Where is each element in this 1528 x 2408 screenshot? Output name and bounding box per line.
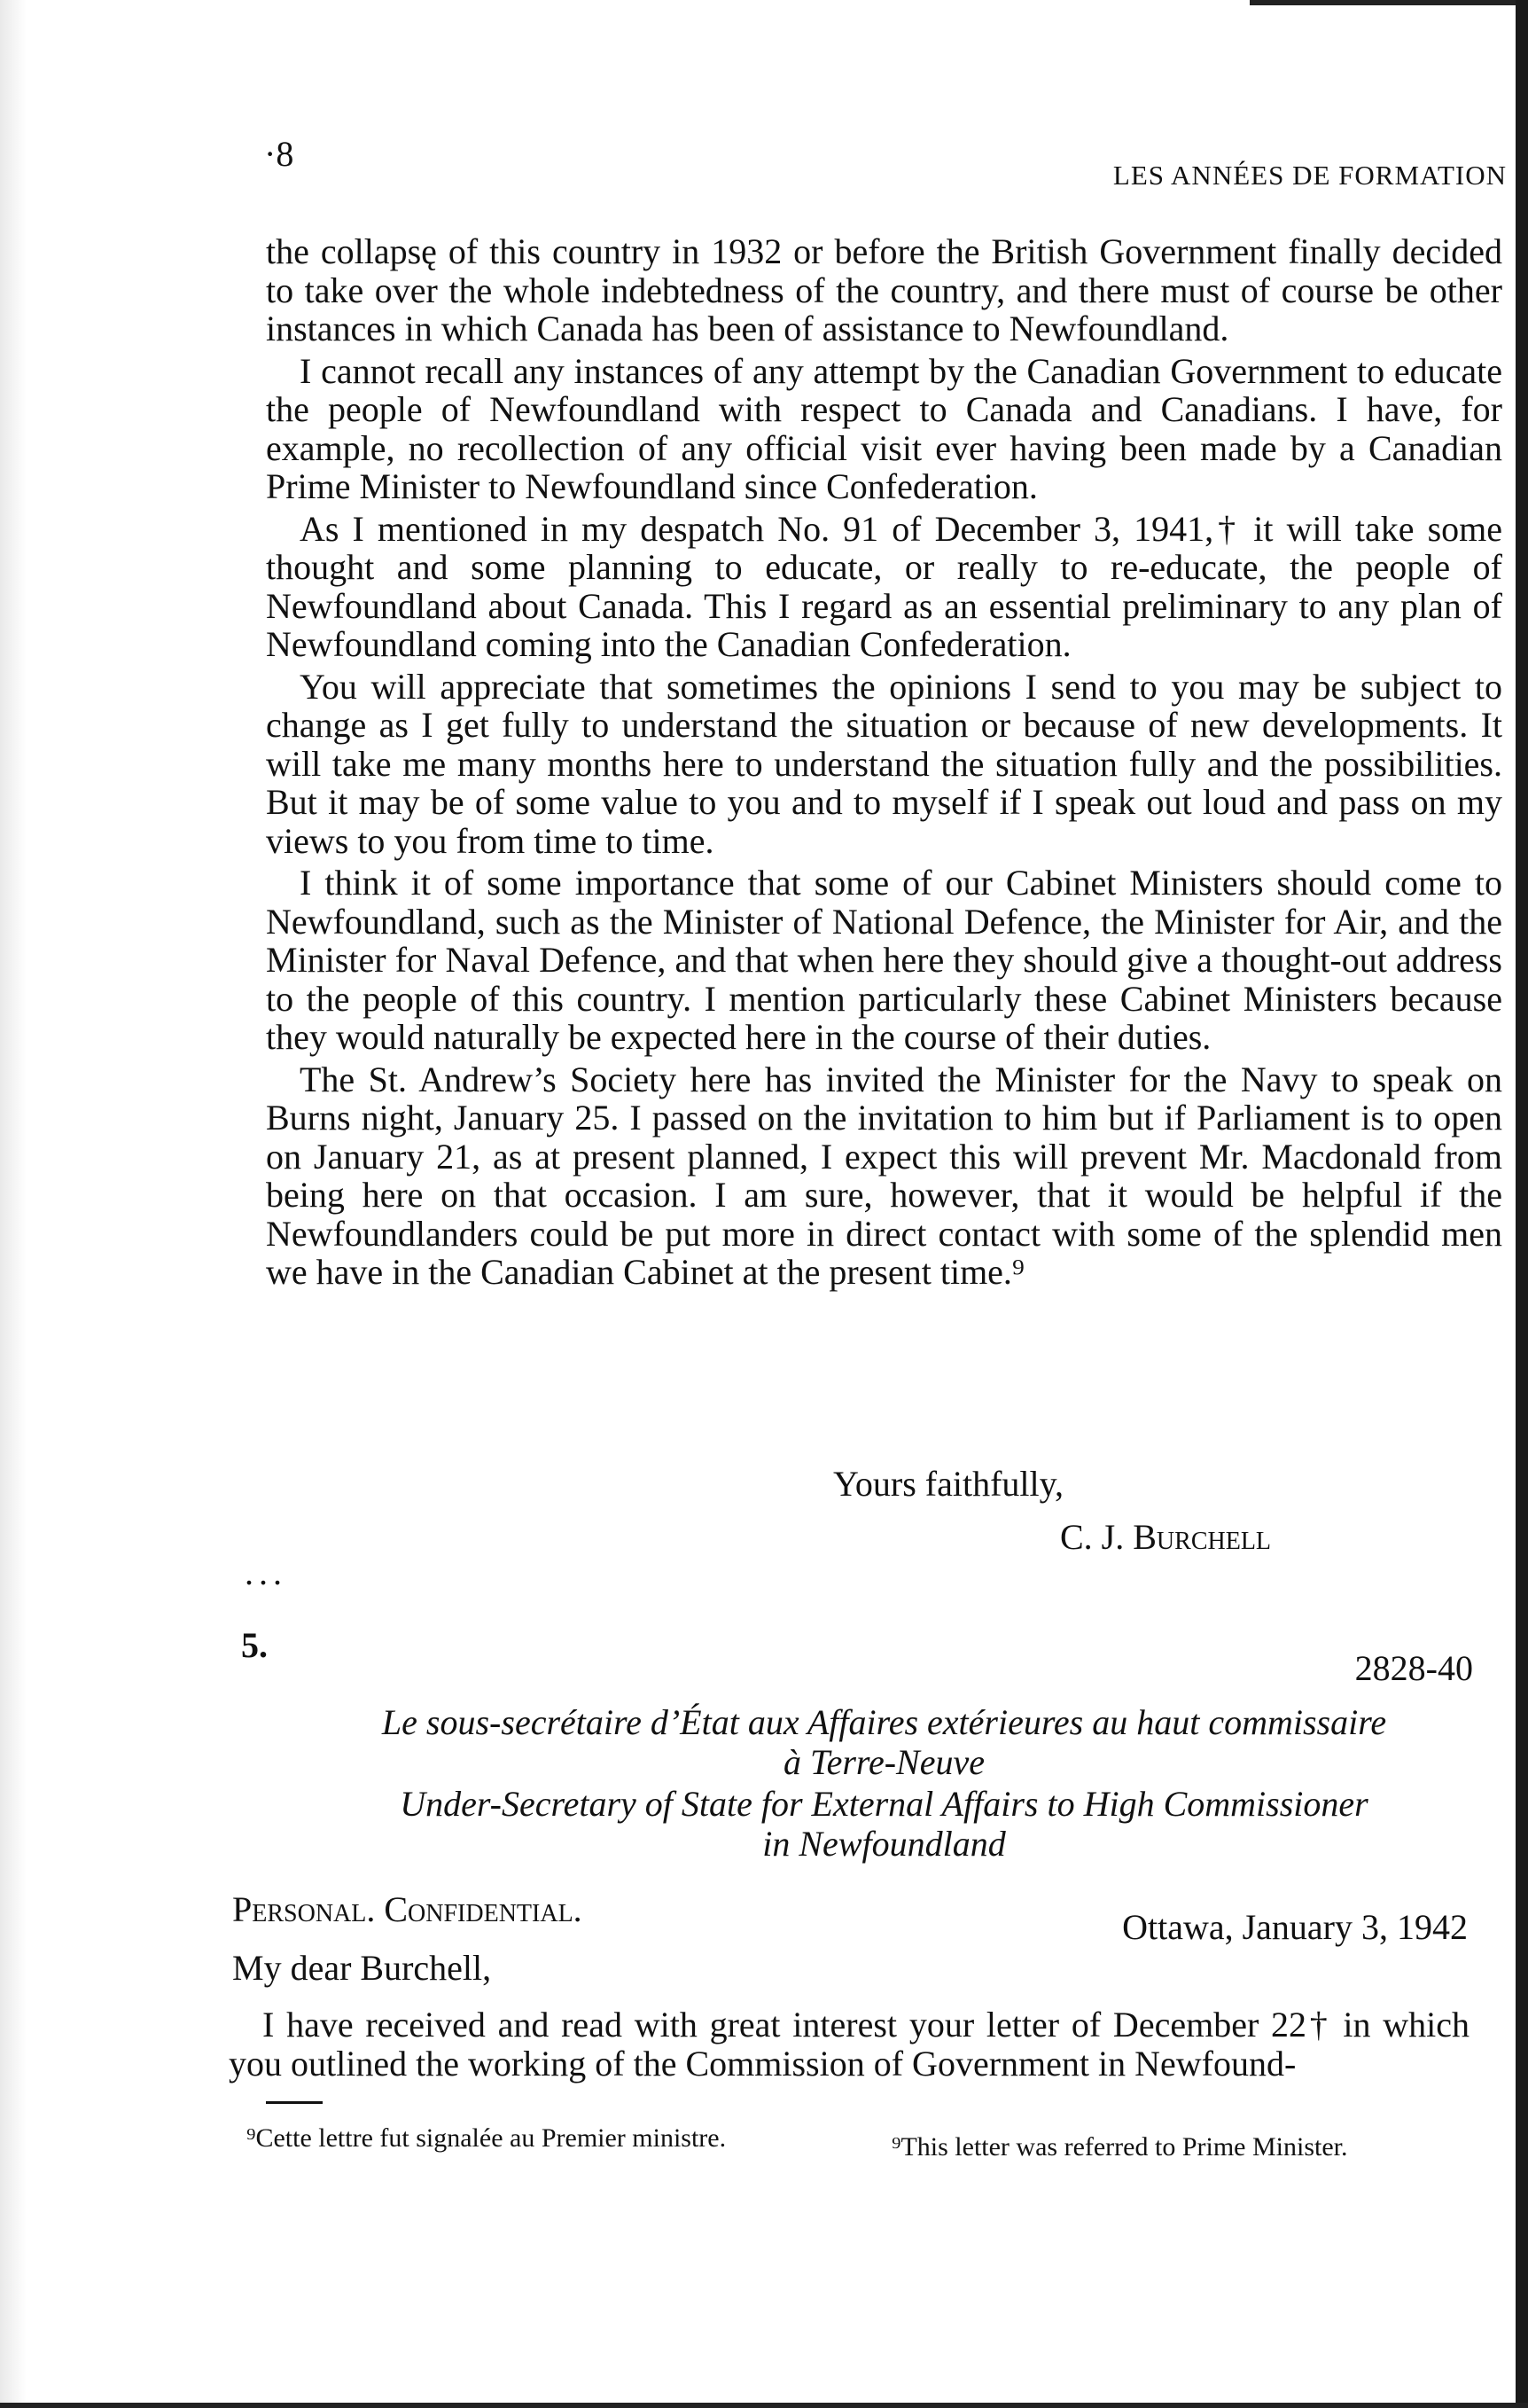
footnote-english: ⁹This letter was referred to Prime Minister.: [892, 2132, 1348, 2162]
footnote-french: ⁹Cette lettre fut signalée au Premier ministre.: [246, 2123, 727, 2153]
paragraph-6: The St. Andrew’s Society here has invited the Minister for the Navy to speak on Burns night, January 25. I passed on the invitation to him but if Parliament is to open on January 21, as at present planned, I expect this will prevent Mr. Macdonald from being here on that occasion. I am sure, however, that it would be helpful if the Newfoundlanders could be put more in direct contact with some of the splendid men we have in the Canadian Cabinet at the present time.⁹: [266, 1059, 1502, 1292]
letter-signature: C. J. Burchell: [1060, 1517, 1272, 1557]
heading-english: [266, 1784, 1502, 1864]
letter-body: [266, 232, 1502, 1295]
letter-2-paragraph-1: I have received and read with great interest your letter of December 22† in which you outlined the working of the Commission of Government in Newfound-: [229, 2005, 1470, 2084]
paragraph-1: the collapsę of this country in 1932 or before the British Government finally decided to take over the whole indebtedness of the country, and there must of course be other instances in which Canada has been of assistance to Newfoundland.: [266, 231, 1502, 348]
scan-edge-left: [0, 0, 27, 2408]
page-number: ·8: [264, 134, 294, 174]
document-number: 5.: [241, 1625, 268, 1665]
paragraph-3: As I mentioned in my despatch No. 91 of December 3, 1941,† it will take some thought and some planning to educate, or really to re-educate, the people of Newfoundland about Canada. This I regard as an essential preliminary to any plan of Newfoundland coming into the Canadian Confederation.: [266, 508, 1502, 664]
letter-2-body: [229, 2005, 1470, 2084]
scan-edge-right: [1516, 0, 1528, 2408]
salutation: My dear Burchell,: [232, 1948, 492, 1988]
scan-edge-top: [1250, 0, 1516, 5]
heading-french-line-2: à Terre-Neuve: [783, 1742, 985, 1782]
letter-closing: Yours faithfully,: [833, 1464, 1064, 1504]
running-head: LES ANNÉES DE FORMATION: [1112, 160, 1507, 191]
heading-french: [266, 1702, 1502, 1782]
paragraph-5: I think it of some importance that some of our Cabinet Ministers should come to Newfoundland, such as the Minister of National Defence, the Minister for Air, and the Minister for Naval Defence, and that when here they should give a thought-out address to the people of this country. I mention particularly these Cabinet Ministers because they would naturally be expected here in the course of their duties.: [266, 863, 1502, 1057]
paragraph-4: You will appreciate that sometimes the opinions I send to you may be subject to change as I get fully to understand the situation or because of new developments. It will take me many months here to understand the situation fully and the possibilities. But it may be of some value to you and to myself if I speak out loud and pass on my views to you from time to time.: [266, 666, 1502, 861]
footnote-rule: [266, 2101, 323, 2104]
heading-english-line-2: in Newfoundland: [762, 1824, 1006, 1864]
dateline: Ottawa, January 3, 1942: [1122, 1907, 1468, 1947]
heading-french-line-1: Le sous-secrétaire d’État aux Affaires extérieures au haut commissaire: [381, 1702, 1387, 1742]
omission-ellipsis: ...: [245, 1552, 287, 1592]
paragraph-2: I cannot recall any instances of any attempt by the Canadian Government to educate the people of Newfoundland with respect to Canada and Canadians. I have, for example, no recollection of any official visit ever having been made by a Canadian Prime Minister to Newfoundland since Confederation.: [266, 350, 1502, 506]
classification: Personal. Confidential.: [232, 1889, 582, 1929]
file-reference: 2828-40: [1354, 1648, 1473, 1688]
scan-edge-bottom: [0, 2403, 1528, 2408]
heading-english-line-1: Under-Secretary of State for External Affairs to High Commissioner: [400, 1784, 1368, 1824]
